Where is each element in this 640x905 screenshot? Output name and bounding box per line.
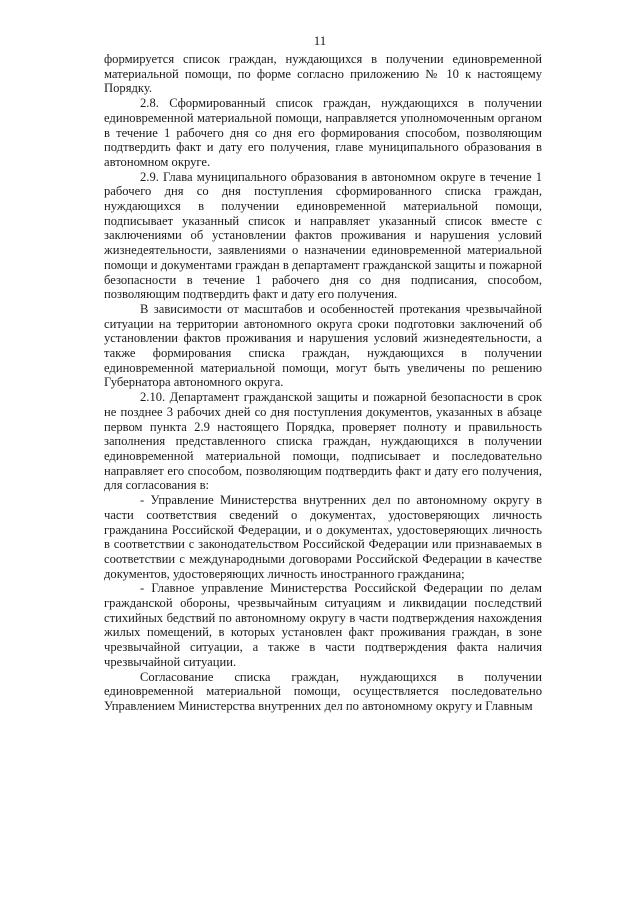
paragraph: 2.9. Глава муниципального образования в автономном округе в течение 1 рабочего дня со дня поступления сформированного списка граждан, нуждающихся в получении единовременной материальной помощи, подписывает указанный список и направляет указанный список вместе с заключениями об установлении фактов проживания и нарушения условий жизнедеятельности, заявлениями о назначении единовременной материальной помощи и документами граждан в департамент гражданской защиты и пожарной безопасности в течение 1 рабочего дня со дня подписания, способом, позволяющим подтвердить факт и дату его получения. <box>104 169 542 302</box>
paragraph: Согласование списка граждан, нуждающихся в получении единовременной материальной помощи, осуществляется последовательно Управлением Министерства внутренних дел по автономному округу и Главным <box>104 669 542 713</box>
paragraph: 2.10. Департамент гражданской защиты и пожарной безопасности в срок не позднее 3 рабочих дней со дня поступления документов, указанных в абзаце первом пункта 2.9 настоящего Порядка, проверяет полноту и правильность заполнения представленного списка граждан, нуждающихся в получении единовременной материальной помощи, подписывает и последовательно направляет его способом, позволяющим подтвердить факт и дату его получения, для согласования в: <box>104 390 542 493</box>
paragraph: - Управление Министерства внутренних дел по автономному округу в части соответствия сведений о документах, удостоверяющих личность гражданина Российской Федерации, и о документах, удостоверяющих личность в соответствии с законодательством Российской Федерации или признаваемых в соответствии с международными договорами Российской Федерации в качестве документов, удостоверяющих личность иностранного гражданина; <box>104 493 542 581</box>
paragraph: - Главное управление Министерства Российской Федерации по делам гражданской обороны, чрезвычайным ситуациям и ликвидации последствий стихийных бедствий по автономному округу в части подтверждения нахождения жилых помещений, в которых установлен факт проживания граждан, в зоне чрезвычайной ситуации, а также в части подтверждения факта наличия чрезвычайной ситуации. <box>104 581 542 669</box>
paragraph: В зависимости от масштабов и особенностей протекания чрезвычайной ситуации на территории автономного округа сроки подготовки заключений об установлении фактов проживания и нарушения условий жизнедеятельности, а также формирования списка граждан, нуждающихся в получении единовременной материальной помощи, могут быть увеличены по решению Губернатора автономного округа. <box>104 301 542 390</box>
page-number: 11 <box>313 33 327 48</box>
paragraph: 2.8. Сформированный список граждан, нуждающихся в получении единовременной материальной помощи, направляется уполномоченным органом в течение 1 рабочего дня со дня его формирования способом, позволяющим подтвердить факт и дату его получения, главе муниципального образования в автономном округе. <box>104 96 542 169</box>
document-body <box>104 52 542 714</box>
paragraph: формируется список граждан, нуждающихся в получении единовременной материальной помощи, по форме согласно приложению № 10 к настоящему Порядку. <box>104 52 542 96</box>
